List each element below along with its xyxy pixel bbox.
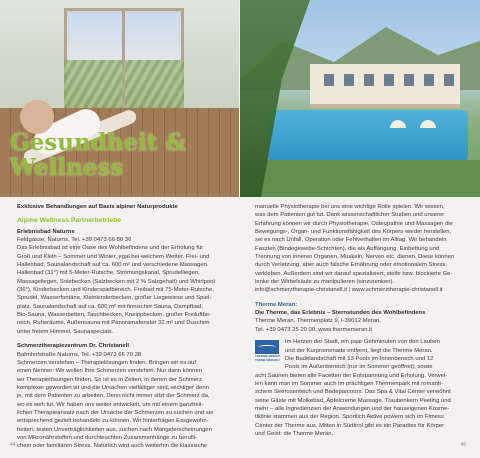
christanell-continued [255,203,467,295]
text-line: tiklinie stammen aus der Region. Sportlich Aktive powern sich im Fitness [255,414,444,421]
text-line: verkleben. Außerdem sind wir darauf spezialisiert, steife bzw. blockierte Ge- [255,270,453,277]
text-line: reich, Ruheräume, Außensauna mit Panoramafenster 32 m² und Duschen [17,320,210,327]
naturns-name: Erlebnisbad Naturns [17,228,75,235]
therme-meran-logo [255,340,279,362]
naturns-text [17,236,228,336]
window-mullion [122,8,125,108]
right-column [255,203,467,437]
text-line: Hallenbad, Saunalandschaft auf ca. 600 m² und verschiedene Massagen. [17,262,209,269]
page-number-right: 45 [460,442,466,448]
building-window [384,74,394,86]
section-heading: Alpine Wellness Partnerbetriebe [17,217,122,225]
text-line: acht Saunen bieten alle Facetten der Entspannung und Erholung. Verwei- [255,372,448,379]
text-line: Massageliegen, Solebecken (Salzbecken mit 2 % Salzgehalt) und Whirlpool [17,278,215,285]
left-column [17,203,228,451]
therme-address: Therme Meran, Thermenplatz 9, I-39012 Meran, [255,318,381,325]
text-line: platz. Saunalandschaft auf ca. 600 m² mit finnischer Sauna, Dampfbad, [17,303,203,310]
text-line: was dem Patienten gut tut. Dank wissenschaftlicher Studien und unserer [255,212,445,219]
building-window [424,74,434,86]
text-line: Pools im Außenbereich (nur im Sommer geöffnet), sowie [285,364,433,371]
text-line: je, mit dem Patienten zu arbeiten. Denn nicht immer sitzt der Schmerz da, [17,393,210,400]
christanell-name: Schmerztherapiezentrum Dr. Christanell [17,343,129,350]
outdoor-pool [268,110,468,162]
text-line: Bewegungs-, Organ- und Funktionsfähigkeit des Körpers wieder herstellen, [255,229,452,236]
text-line: einen Nenner: Wir wollen Ihre Schmerzen verstehen. Nur dann können [17,368,202,375]
text-line: heiten, testen Unverträglichkeiten aus, suchen nach Mangelerscheinungen [17,426,212,433]
text-line: lichen Therapieansatz nach der Ursache der Schmerzen zu suchen und sie [17,409,214,416]
logo-wordmark: THERME MERAN TERME MERANO [255,354,280,362]
text-line: Center der Therme aus. Mitten in Südtirol gibt es ein Paradies für Körper [255,422,445,429]
text-line: Faszien (Bindegewebe-Schichten), die als Auffängung, Einbettung und [255,245,440,252]
text-line: mehr – alle Ingredienzien der Anwendungen und der hauseigenen Kosme- [255,405,450,412]
text-line: Feldgasse, Naturns, Tel. +39 0473 66 80 36 [17,237,132,244]
text-line: sei es nach Unfall, Operation oder Fehlverhalten im Alltag. Wir behandeln [255,237,447,244]
text-line: Erfahrung können wir durch Physiotherapie, Osteopathie und Massagen die [255,220,453,227]
text-line: wo es weh tut. Wir haben uns weiter entwickelt, um mit einem ganzheit- [17,401,204,408]
text-line: wir Therapielösungen finden. So ist es in Zeiten, in denen der Schmerz [17,376,202,383]
text-line: chem oder familiären Stress. Natürlich wird auch weiterhin die klassische [17,443,208,450]
therme-text [255,338,467,438]
text-line: len kann man im Sommer auch im prächtigen Thermenpark mit romanti- [255,380,443,387]
text-line: Hallenbad (31°) mit 5-Meter-Rutsche, Strömungskanal, Sprudelliegen, [17,270,200,277]
text-line: Bahnhofstraße Naturns, Tel. +39 0473 66 70 38 [17,351,142,358]
contact-line: info@schmerztherapie-christanell.it | www.schmerztherapie-christanell.it [255,287,443,294]
text-line: komplexer geworden ist und die Ursachen vielfältiger sind, wichtiger denn [17,384,209,391]
text-line: und der Kurpromenade entfernt, liegt die Therme Meran. [285,347,433,354]
text-line: entsprechend gezielt behandeln zu können. Wir hinterfragen Essgewohn- [17,418,209,425]
page-headline [10,130,186,180]
therme-section [255,338,467,437]
text-line: seine Gäste mit Molkebad, Äpfelcreme Massage, Traubenkern Peeling und [255,397,451,404]
text-line: unter freiem Himmel, Saunaspecials. [17,328,114,335]
text-line: manuelle Physiotherapie bei uns eine wichtige Rolle spielen. Wir wissen, [255,204,445,210]
intro-line: Exklusive Behandlungen auf Basis alpiner Naturprodukte [17,204,178,210]
text-line: (36°), Kinderbecken und Kinderspielbereich. Freibad mit 75-Meter-Rutsche, [17,287,214,294]
headline-line-2: Wellness [10,154,124,181]
text-line: und Geist: die Therme Meran. [255,430,334,437]
page-number-left: 44 [10,442,16,448]
text-line: Im Herzen der Stadt, ein paar Gehminuten von den Lauben [285,339,440,346]
building-window [344,74,354,86]
christanell-text [17,351,228,451]
building-window [404,74,414,86]
therme-label: Therme Meran: [255,301,298,308]
text-line: Die Badelandschaft mit 13 Pools im Innenbereich und 12 [285,355,434,362]
text-line: von Mikronährstoffen und durchleuchten Zusammenhänge zu berufli- [17,434,197,441]
text-line: Sprudel, Wasserfontäne, Kleinkinderbecken, großer Liegewiese und Spiel- [17,295,212,302]
building-window [444,74,454,86]
therme-building [310,64,460,108]
building-window [364,74,374,86]
text-line: durch Verletzung, aber auch falsche Ernährung oder emotionalem Stress, [255,262,447,269]
text-line: Das Erlebnisbad ist eine Oase des Wohlbefindens und der Erholung für [17,245,204,252]
therme-pool-photo [240,0,480,197]
lawn [240,160,480,197]
text-line: schem Seerosenteich und Badeparcours. Das Spa & Vital Center verwöhnt [255,389,451,396]
text-line: lenke der Wirbelsäule zu manipulieren (einzurenken). [255,279,395,286]
text-line: Schmerzen verstehen – Therapielösungen finden. Bringen wir es auf [17,359,197,366]
text-line: Groß und Klein – Sommer und Winter, egal bei welchem Wetter. Frei- und [17,253,210,260]
building-window [324,74,334,86]
therme-phone: Tel. +39 0473 25 20 00, www.thermemeran.it [255,326,373,333]
text-line: Trennung von inneren Organen, Muskeln, Nerven etc. dienen. Diese können [255,254,455,261]
text-line: Bio-Sauna, Wasserbetten, Tauchbecken, Kneippbecken, großer Freiluftbe- [17,312,212,319]
therme-title: Die Therme, das Erlebnis – Sternstunden des Wohlbefindens [255,310,426,317]
headline-line-1: Gesundheit & [10,129,187,156]
